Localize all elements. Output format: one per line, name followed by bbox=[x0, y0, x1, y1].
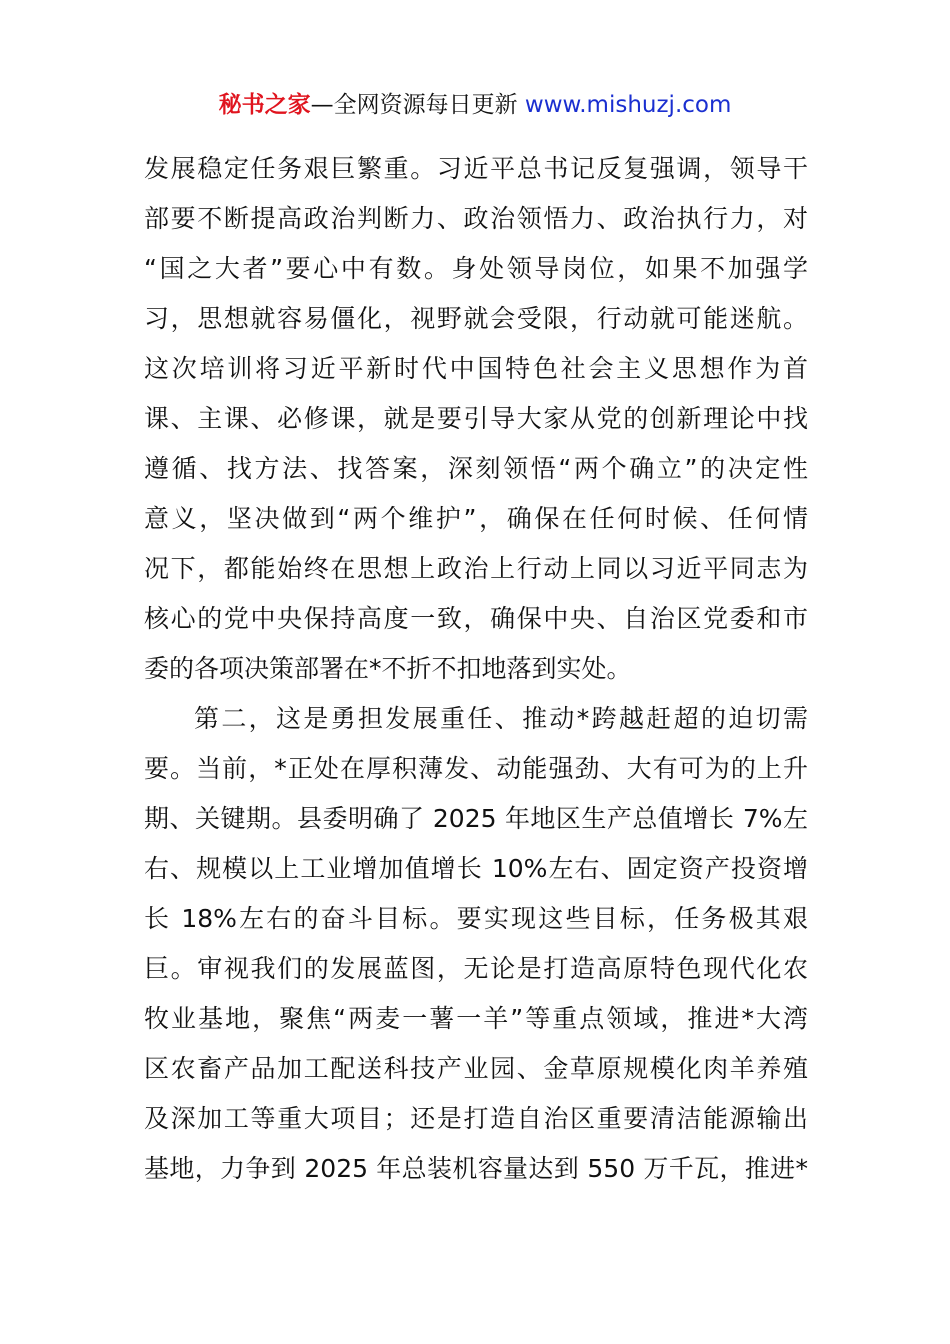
text-line: 要。当前，*正处在厚积薄发、动能强劲、大有可为的上升 bbox=[144, 754, 808, 783]
text-line: 这次培训将习近平新时代中国特色社会主义思想作为首 bbox=[144, 354, 808, 383]
site-url-link[interactable]: www.mishuzj.com bbox=[524, 92, 732, 118]
text-line: 况下，都能始终在思想上政治上行动上同以习近平同志为 bbox=[144, 554, 808, 583]
text-line: 习，思想就容易僵化，视野就会受限，行动就可能迷航。 bbox=[144, 304, 808, 333]
text-line: 遵循、找方法、找答案，深刻领悟“两个确立”的决定性 bbox=[144, 454, 808, 483]
site-brand: 秘书之家 bbox=[218, 92, 311, 118]
text-line: 右、规模以上工业增加值增长 10%左右、固定资产投资增 bbox=[144, 854, 808, 883]
site-tagline: —全网资源每日更新 bbox=[310, 92, 525, 118]
text-line: 区农畜产品加工配送科技产业园、金草原规模化肉羊养殖 bbox=[144, 1054, 808, 1083]
text-line: “国之大者”要心中有数。身处领导岗位，如果不加强学 bbox=[144, 254, 808, 283]
site-header bbox=[0, 88, 950, 122]
text-line: 牧业基地，聚焦“两麦一薯一羊”等重点领域，推进*大湾 bbox=[144, 1004, 808, 1033]
text-line: 期、关键期。县委明确了 2025 年地区生产总值增长 7%左 bbox=[144, 804, 808, 833]
text-line: 部要不断提高政治判断力、政治领悟力、政治执行力，对 bbox=[144, 204, 808, 233]
text-line: 课、主课、必修课，就是要引导大家从党的创新理论中找 bbox=[144, 404, 808, 433]
text-line: 及深加工等重大项目；还是打造自治区重要清洁能源输出 bbox=[144, 1104, 808, 1133]
text-line: 意义，坚决做到“两个维护”，确保在任何时候、任何情 bbox=[144, 504, 808, 533]
paragraph-start-line: 第二，这是勇担发展重任、推动*跨越赶超的迫切需 bbox=[194, 704, 808, 733]
text-line: 长 18%左右的奋斗目标。要实现这些目标，任务极其艰 bbox=[144, 904, 808, 933]
text-line: 核心的党中央保持高度一致，确保中央、自治区党委和市 bbox=[144, 604, 808, 633]
text-line: 发展稳定任务艰巨繁重。习近平总书记反复强调，领导干 bbox=[144, 154, 808, 183]
text-line: 巨。审视我们的发展蓝图，无论是打造高原特色现代化农 bbox=[144, 954, 808, 983]
text-line: 委的各项决策部署在*不折不扣地落到实处。 bbox=[144, 654, 632, 683]
text-line: 基地，力争到 2025 年总装机容量达到 550 万千瓦，推进* bbox=[144, 1154, 808, 1183]
document-body bbox=[144, 144, 808, 1194]
